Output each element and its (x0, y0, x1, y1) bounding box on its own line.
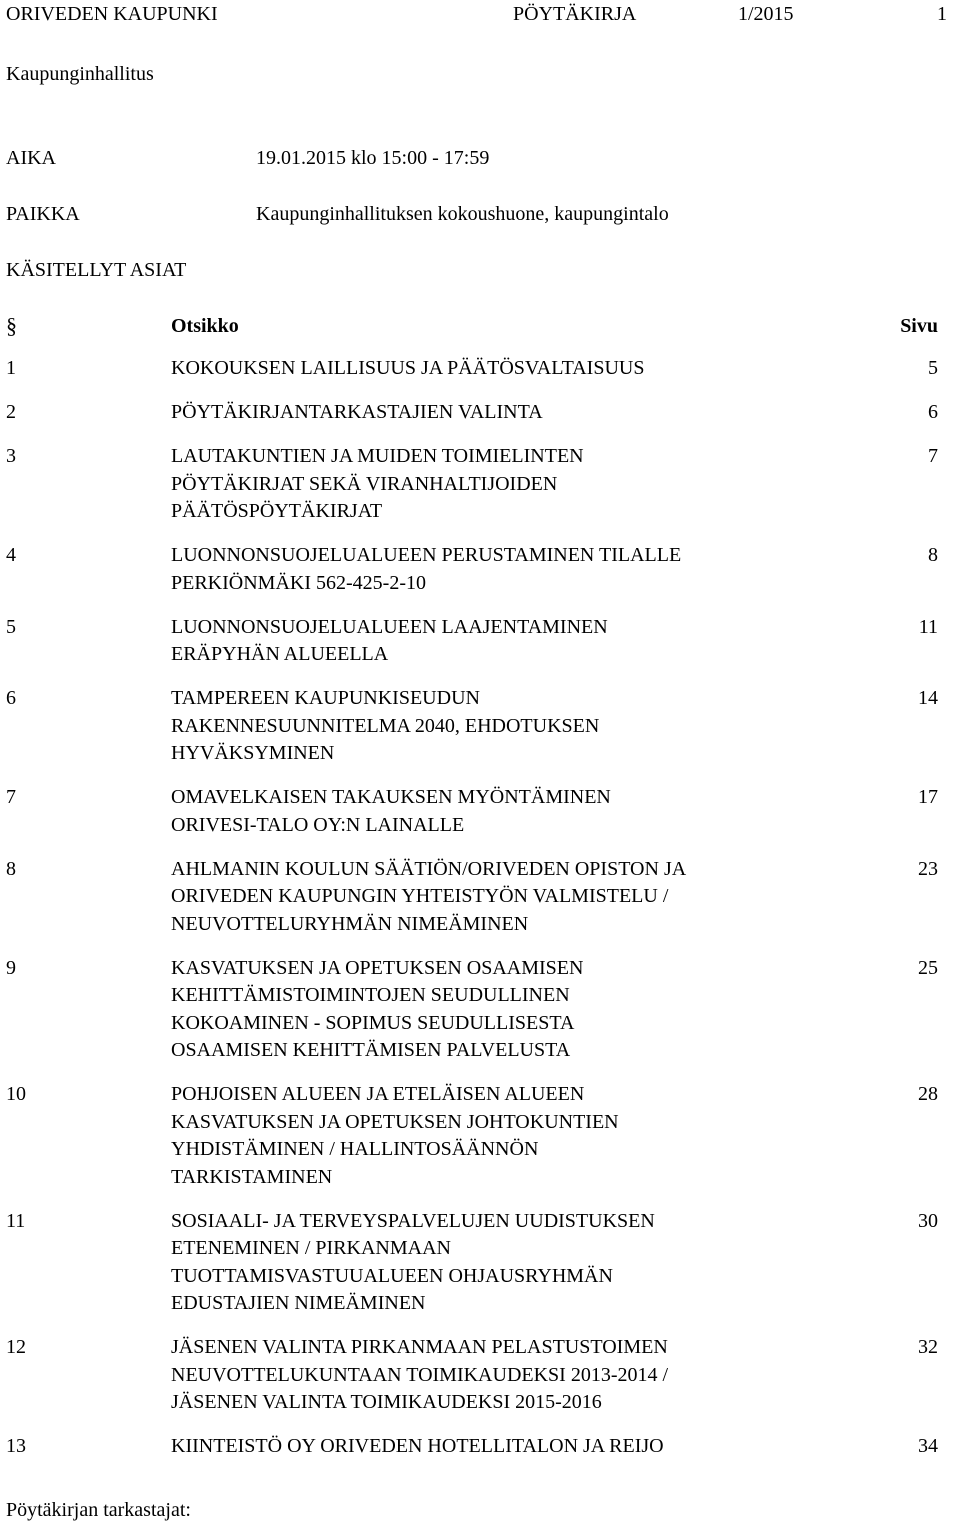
agenda-item-title-line: TAMPEREEN KAUPUNKISEUDUN (171, 687, 480, 709)
agenda-item-title (171, 856, 686, 939)
agenda-item-title-line: KIINTEISTÖ OY ORIVEDEN HOTELLITALON JA REIJO (171, 1435, 664, 1457)
agenda-item-title (171, 955, 583, 1065)
agenda-item-number: 6 (6, 687, 16, 709)
agenda-item-page: 30 (918, 1209, 938, 1232)
agenda-item-title-line: KASVATUKSEN JA OPETUKSEN OSAAMISEN (171, 956, 584, 979)
agenda-item-title (171, 443, 584, 526)
agenda-item-title-line: JÄSENEN VALINTA PIRKANMAAN PELASTUSTOIMEN (171, 1336, 668, 1358)
agenda-item-number: 12 (6, 1336, 26, 1358)
agenda-item-number: 7 (6, 786, 16, 808)
agenda-item-title-line: ORIVEDEN KAUPUNGIN YHTEISTYÖN VALMISTELU / (171, 885, 669, 907)
agenda-item-page: 5 (928, 357, 938, 379)
agenda-item-title-line: JÄSENEN VALINTA TOIMIKAUDEKSI 2015-2016 (171, 1391, 602, 1413)
section-symbol: § (6, 313, 17, 338)
agenda-item-title-line: EDUSTAJIEN NIMEÄMINEN (171, 1292, 426, 1314)
place-label: PAIKKA (6, 203, 80, 225)
agenda-item-number: 9 (6, 956, 16, 979)
document-number: 1/2015 (738, 3, 794, 25)
agenda-item-title (171, 784, 611, 839)
agenda-item-title (171, 1208, 655, 1318)
agenda-item-page: 14 (918, 687, 938, 709)
agenda-item-title-line: PÄÄTÖSPÖYTÄKIRJAT (171, 500, 383, 522)
page-number: 1 (937, 3, 947, 25)
agenda-item-number: 10 (6, 1083, 26, 1105)
agenda-item-title-line: NEUVOTTELUKUNTAAN TOIMIKAUDEKSI 2013-2014 / (171, 1363, 669, 1386)
organization-name: ORIVEDEN KAUPUNKI (6, 3, 218, 25)
agenda-item-title (171, 1334, 668, 1417)
agenda-item-page: 28 (918, 1083, 938, 1105)
agenda-item-page: 8 (928, 544, 938, 566)
agenda-section-title: KÄSITELLYT ASIAT (6, 259, 187, 281)
agenda-item-title-line: OSAAMISEN KEHITTÄMISEN PALVELUSTA (171, 1039, 571, 1061)
agenda-item-page: 11 (918, 615, 938, 638)
agenda-item-number: 8 (6, 857, 16, 880)
agenda-item-title-line: NEUVOTTELURYHMÄN NIMEÄMINEN (171, 912, 529, 935)
agenda-item-title-line: LAUTAKUNTIEN JA MUIDEN TOIMIELINTEN (171, 445, 584, 467)
agenda-item-number: 11 (6, 1209, 26, 1232)
agenda-item-title-line: KEHITTÄMISTOIMINTOJEN SEUDULLINEN (171, 984, 570, 1006)
agenda-item-title-line: LUONNONSUOJELUALUEEN PERUSTAMINEN TILALLE (171, 544, 682, 566)
agenda-item-title-line: HYVÄKSYMINEN (171, 742, 335, 764)
agenda-item-title-line: ERÄPYHÄN ALUEELLA (171, 643, 389, 665)
agenda-item-page: 6 (928, 401, 938, 423)
agenda-item-title (171, 614, 608, 669)
agenda-item-title (171, 355, 644, 383)
agenda-item-page: 34 (918, 1435, 938, 1457)
agenda-item-title (171, 399, 543, 427)
document-type: PÖYTÄKIRJA (513, 3, 637, 25)
time-value: 19.01.2015 klo 15:00 - 17:59 (256, 147, 490, 169)
agenda-item-title-line: RAKENNESUUNNITELMA 2040, EHDOTUKSEN (171, 714, 600, 737)
agenda-item-title-line: TUOTTAMISVASTUUALUEEN OHJAUSRYHMÄN (171, 1264, 613, 1287)
agenda-item-title-line: PÖYTÄKIRJAT SEKÄ VIRANHALTIJOIDEN (171, 472, 558, 495)
agenda-item-title-line: KOKOUKSEN LAILLISUUS JA PÄÄTÖSVALTAISUUS (171, 357, 645, 379)
agenda-item-title-line: SOSIAALI- JA TERVEYSPALVELUJEN UUDISTUKSEN (171, 1209, 655, 1232)
time-label: AIKA (6, 147, 56, 169)
agenda-item-title-line: AHLMANIN KOULUN SÄÄTIÖN/ORIVEDEN OPISTON JA (171, 857, 687, 880)
agenda-item-title-line: ETENEMINEN / PIRKANMAAN (171, 1237, 451, 1259)
agenda-item-title-line: PERKIÖNMÄKI 562-425-2-10 (171, 571, 426, 594)
agenda-item-title-line: ORIVESI-TALO OY:N LAINALLE (171, 813, 465, 836)
agenda-item-page: 32 (918, 1336, 938, 1358)
agenda-item-title-line: KOKOAMINEN - SOPIMUS SEUDULLISESTA (171, 1011, 575, 1034)
reviewers-label: Pöytäkirjan tarkastajat: (6, 1499, 191, 1521)
agenda-item-title (171, 1433, 664, 1461)
agenda-item-page: 25 (918, 956, 938, 979)
agenda-item-number: 1 (6, 357, 16, 379)
agenda-item-number: 3 (6, 445, 16, 467)
column-header-title: Otsikko (171, 315, 239, 337)
agenda-item-number: 13 (6, 1435, 26, 1457)
agenda-item-page: 23 (918, 857, 938, 880)
agenda-item-title (171, 685, 599, 768)
place-value: Kaupunginhallituksen kokoushuone, kaupungintalo (256, 203, 669, 225)
agenda-item-title (171, 542, 681, 597)
column-header-page: Sivu (900, 315, 938, 337)
agenda-item-title-line: OMAVELKAISEN TAKAUKSEN MYÖNTÄMINEN (171, 786, 611, 808)
agenda-item-number: 4 (6, 544, 16, 566)
agenda-item-page: 17 (918, 786, 938, 808)
agenda-item-page: 7 (928, 445, 938, 467)
agenda-item-title (171, 1081, 619, 1191)
agenda-item-number: 5 (6, 615, 16, 638)
agenda-item-title-line: TARKISTAMINEN (171, 1165, 333, 1188)
agenda-item-title-line: LUONNONSUOJELUALUEEN LAAJENTAMINEN (171, 615, 608, 638)
agenda-item-title-line: KASVATUKSEN JA OPETUKSEN JOHTOKUNTIEN (171, 1110, 619, 1133)
agenda-item-title-line: PÖYTÄKIRJANTARKASTAJIEN VALINTA (171, 401, 543, 423)
agenda-item-number: 2 (6, 401, 16, 423)
agenda-item-title-line: POHJOISEN ALUEEN JA ETELÄISEN ALUEEN (171, 1083, 585, 1105)
body-name: Kaupunginhallitus (6, 63, 154, 85)
agenda-item-title-line: YHDISTÄMINEN / HALLINTOSÄÄNNÖN (171, 1138, 539, 1160)
